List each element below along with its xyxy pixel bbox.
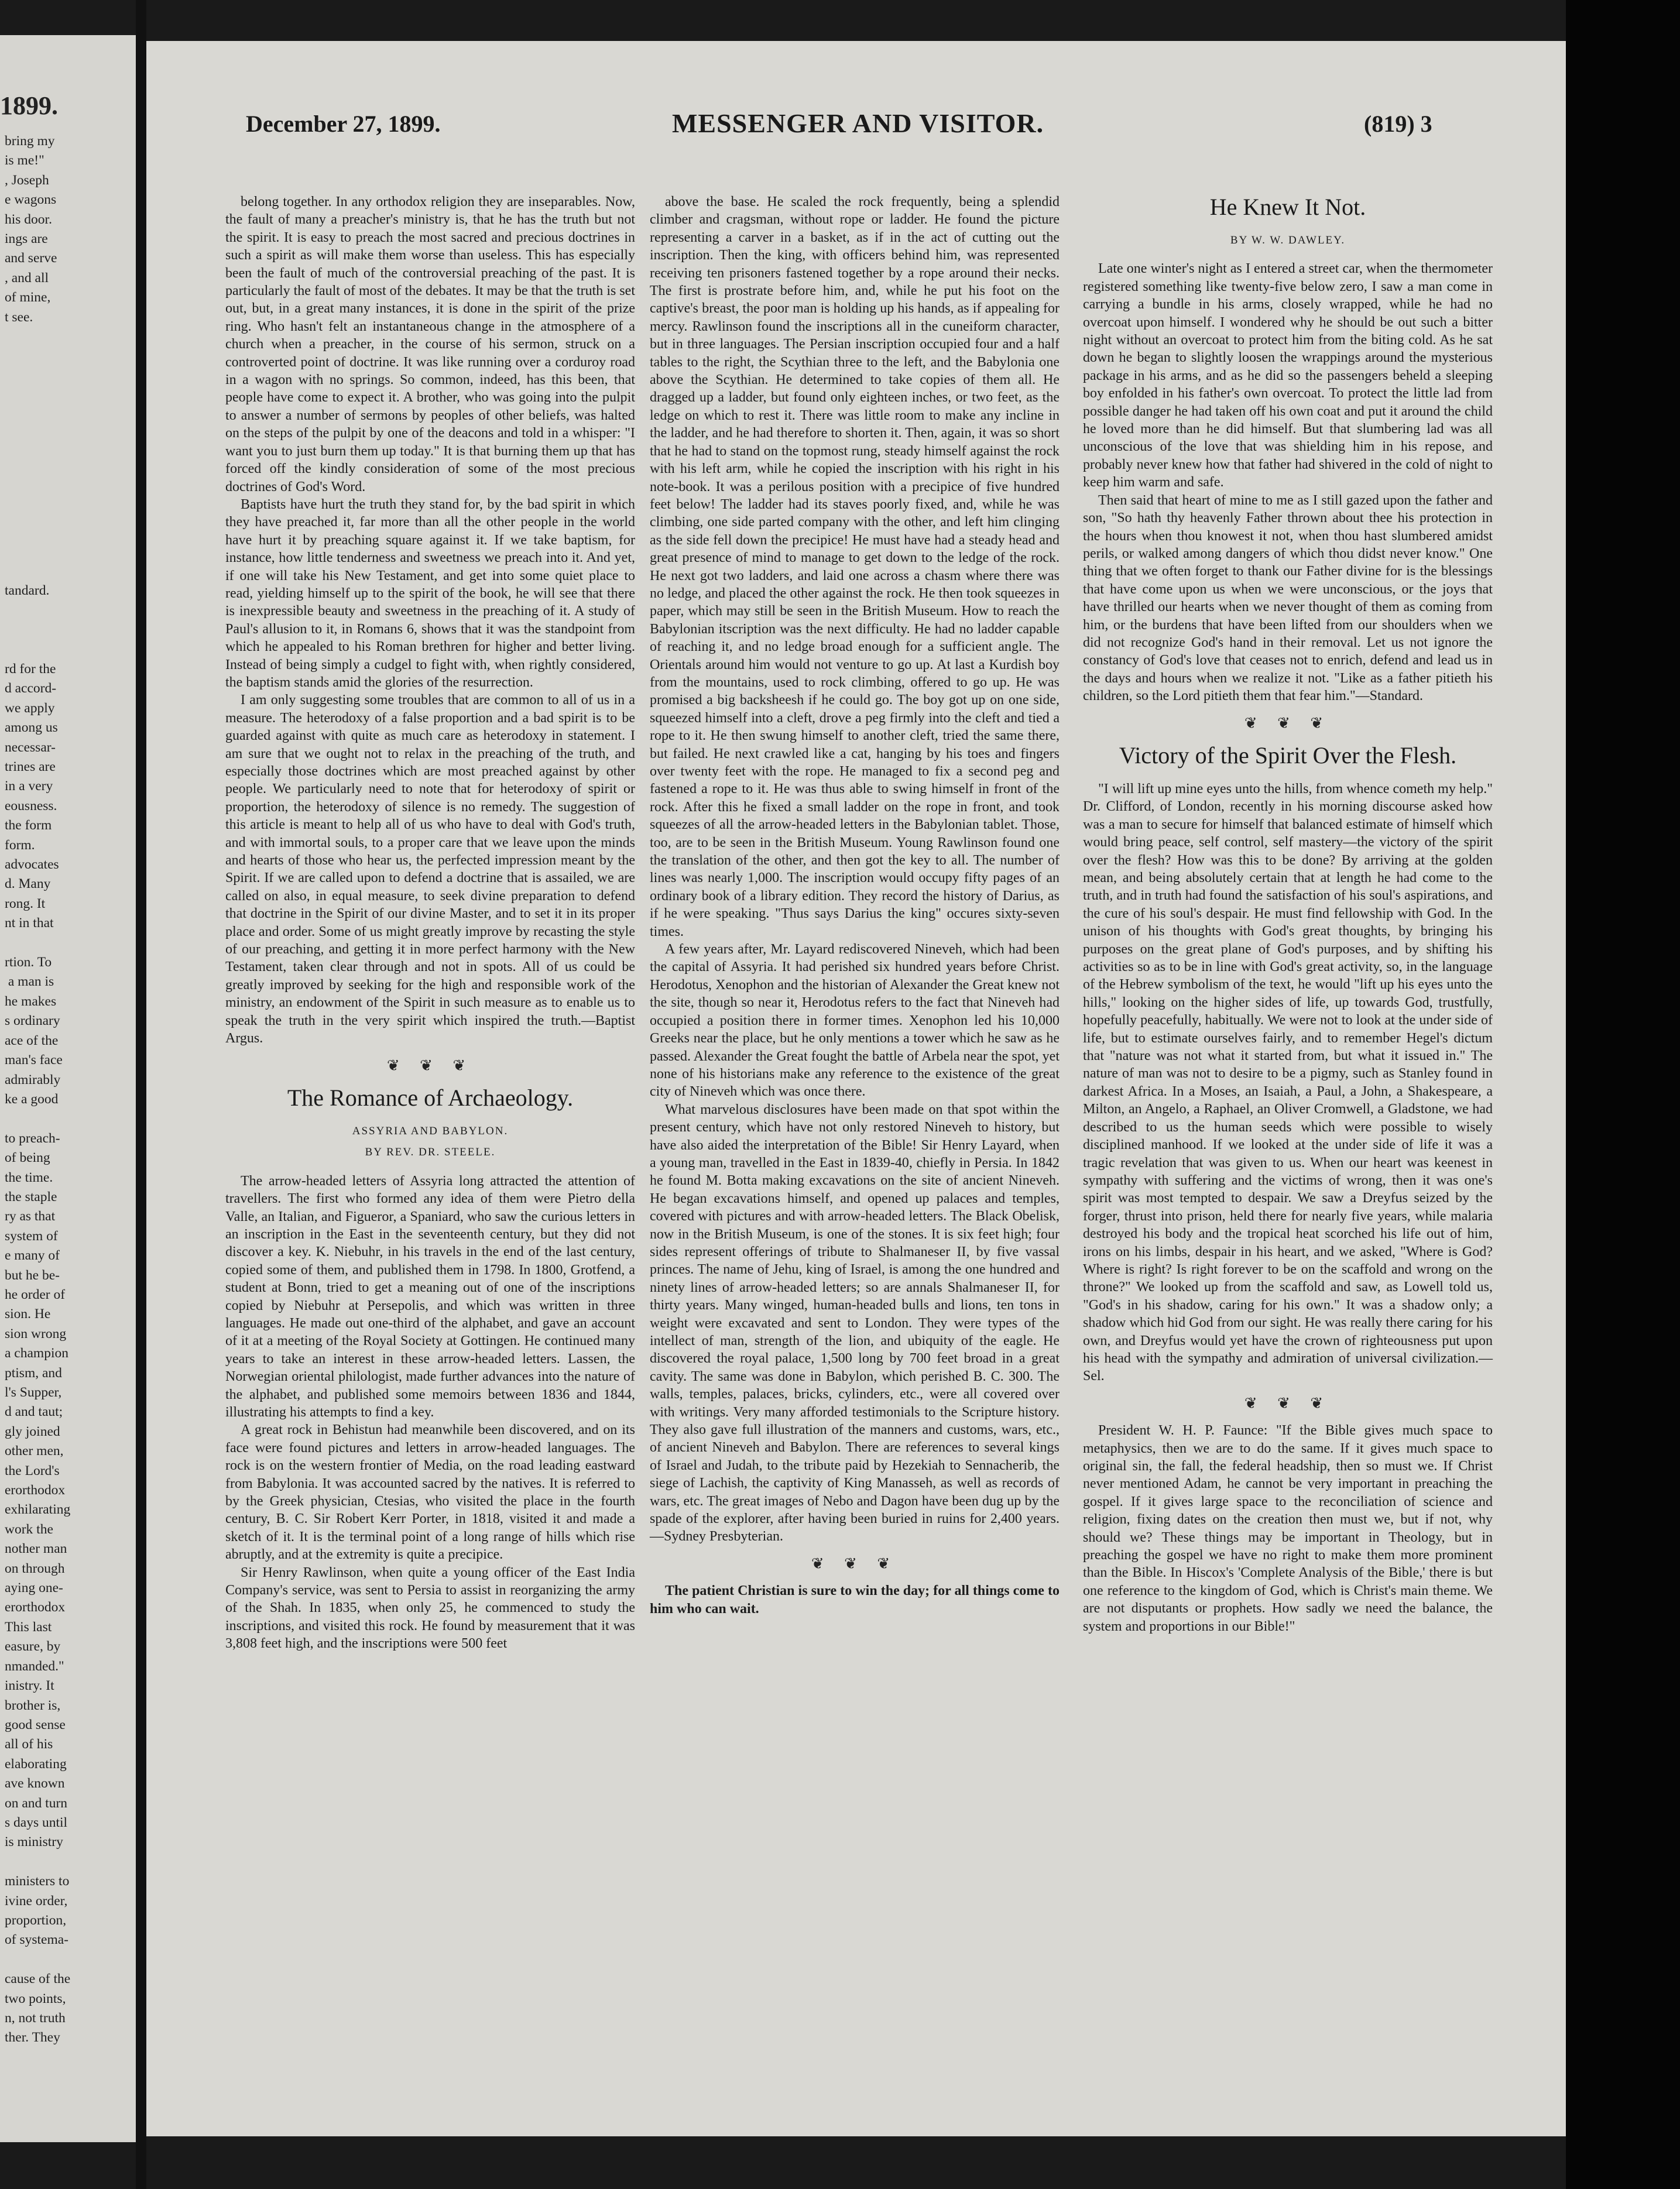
page-gutter xyxy=(136,0,146,2189)
previous-page-line: rtion. To xyxy=(5,955,52,970)
previous-page-line xyxy=(5,406,136,425)
previous-page-line: ministers to xyxy=(5,1874,70,1889)
paragraph: A great rock in Behistun had meanwhile been discovered, and on its face were found pictures and letters in arrow-headed languages. The rock is on the western frontier of Media, on the road leading eastward from Babylonia. It was accounted sacred by the natives. It is referred to by the Greek physician, Ctesias, who visited the place in the fourth century, B. C. Sir Robert Kerr Porter, in 1818, visited it and made a sketch of it. It is the terminal point of a long range of hills which rise abruptly, and at the extremity is quite a precipice. xyxy=(225,1422,635,1563)
article-subtitle: ASSYRIA AND BABYLON. xyxy=(352,1124,509,1137)
previous-page-line: to preach- xyxy=(5,1130,60,1146)
previous-page-line: t see. xyxy=(5,309,33,325)
previous-page-line: he makes xyxy=(5,993,57,1009)
previous-page-line: ptism, and xyxy=(5,1365,62,1381)
closing-note: The patient Christian is sure to win the day; for all things come to him who can wait. xyxy=(650,1583,1060,1617)
previous-page-line: elaborating xyxy=(5,1756,67,1772)
previous-page-line: rd for the xyxy=(5,661,56,677)
section-ornament: ❦ ❦ ❦ xyxy=(386,1056,474,1074)
article-title: He Knew It Not. xyxy=(1209,194,1366,220)
article-romance-of-archaeology xyxy=(225,1084,635,1653)
previous-page-line: his door. xyxy=(5,211,52,227)
previous-page-line xyxy=(5,464,136,483)
previous-page-line: eousness. xyxy=(5,798,57,814)
previous-page-line: tandard. xyxy=(5,583,50,599)
section-ornament: ❦ ❦ ❦ xyxy=(1244,1394,1332,1412)
article-he-knew-it-not xyxy=(1083,193,1493,705)
previous-page-line: s ordinary xyxy=(5,1013,60,1029)
article-title: The Romance of Archaeology. xyxy=(287,1084,574,1111)
previous-page-line: work the xyxy=(5,1521,53,1537)
previous-page-line: This last xyxy=(5,1619,52,1635)
section-ornament: ❦ ❦ ❦ xyxy=(1244,714,1332,732)
previous-page-line xyxy=(5,366,136,386)
previous-page-line: ry as that xyxy=(5,1209,56,1224)
previous-page-line xyxy=(5,346,136,366)
previous-page-line: exhilarating xyxy=(5,1502,71,1518)
previous-page-line: of mine, xyxy=(5,290,51,306)
paragraph: "I will lift up mine eyes unto the hills, from whence cometh my help." Dr. Clifford, of London, recently in his morning discourse asked how was a man to secure for himself that balanced estimate of himself which would bring peace, self control, self mastery—the victory of the spirit over the flesh? How was this to be done? By arriving at the golden mean, and being absolutely certain that at length he had come to the truth, and in truth had found the satisfaction of his soul's aspirations, and the cure of his soul's despair. He must find fellowship with God. In the unison of his thoughts with God's great thoughts, by bringing his purposes on the great plane of God's purposes, and by shifting his activities so as to be in line with God's great activity, so, in the language of the Hebrew symbolism of the text, he would "lift up his eyes unto the hills," looking on the higher sides of life, up towards God, trustfully, hopefully peacefully, habitually. We were not to look at the under side of life, but to estimate ourselves fairly, and to remember Hegel's dictum that "nature was not what it started from, but what it issued in." The nature of man was not to desire to be a pigmy, such as Stanley found in darkest Africa. In a Moses, an Isaiah, a Paul, a John, a Shakespeare, a Milton, an Angelo, a Raphael, an Oliver Cromwell, a Gladstone, we had described to us the human seeds which were possible to wisely disciplined manhood. If we looked at the under side of life it was a tragic revelation that was given to us. When our heart was keenest in sympathy with suffering and the victims of wrong, then it was one's spirit was most tempted to despair. We saw a Dreyfus seized by the forger, thrust into prison, held there for nearly five years, while malaria destroyed his body and the tropical heat scorched his life out of him, irons on his limbs, despair in his heart, and we asked, "Where is God? Where is right? Is right forever to be on the scaffold and wrong on the throne?" We looked up from the scaffold and saw, as Lowell told us, "God's in his shadow, caring for his own." It was a shadow only; a shadow which hid God from our sight. He was really there caring for his own, and Dreyfus would yet have the crown of righteousness put upon his head with the sympathy and admiration of universal civilization.—Sel. xyxy=(1083,781,1493,1384)
previous-page-line xyxy=(5,562,136,581)
previous-page-line: nt in that xyxy=(5,915,54,931)
previous-page-line: l's Supper, xyxy=(5,1385,62,1400)
article-byline: BY W. W. DAWLEY. xyxy=(1230,234,1346,246)
previous-page-line: the Lord's xyxy=(5,1463,60,1478)
previous-page-line: e many of xyxy=(5,1248,60,1264)
previous-page-line: d and taut; xyxy=(5,1404,63,1420)
previous-page-line: sion wrong xyxy=(5,1326,67,1341)
paragraph: A few years after, Mr. Layard rediscovered Nineveh, which had been the capital of Assyria. It had perished six hundred years before Christ. Herodotus, Xenophon and the historian of Alexander the Great knew not the site, though so near it, Herodotus refers to the fact that Nineveh had occupied a position there in former times. Xenophon led his 10,000 Greeks near the place, but he only mentions a tower which he saw as he passed. Alexander the Great fought the battle of Arbela near the spot, yet none of his historians make any reference to the existence of the great city of Nineveh which was once there. xyxy=(650,942,1060,1100)
previous-page-line: sion. He xyxy=(5,1306,51,1322)
column-3 xyxy=(1083,193,1493,1635)
paragraph: belong together. In any orthodox religion they are inseparables. Now, the fault of many a preacher's ministry is, that he has the truth but not the spirit. It is easy to preach the most sacred and precious doctrines in such a spirit as will make them worse than useless. This has especially been the fault of much of the controversial preaching of the past. It is particularly the fault of most of the debates. It may be that the truth is set out, but, in a great many instances, it is done in the spirit of the prize ring. Who hasn't felt an instantaneous change in the atmosphere of a church when a preacher, in the course of his sermon, struck on a controverted point of doctrine. It was like running over a corduroy road in a wagon with no springs. So common, indeed, has this been, that people have come to expect it. A brother, who was going into the pulpit to answer a number of sermons by peoples of other beliefs, was halted on the steps of the pulpit by one of the deacons and told in a whisper: "I want you to just burn them up today." It is that burning them up that has forced off the kindly consideration of some of the most precious doctrines of God's Word. xyxy=(225,194,635,495)
section-ornament: ❦ ❦ ❦ xyxy=(811,1555,899,1572)
previous-page-line xyxy=(5,386,136,405)
page-number: (819) 3 xyxy=(1364,111,1432,137)
previous-page-line: rong. It xyxy=(5,896,46,911)
previous-page-line: gly joined xyxy=(5,1423,60,1439)
previous-page-line: proportion, xyxy=(5,1912,67,1928)
previous-page-line xyxy=(5,1852,136,1872)
previous-page-line: is me!" xyxy=(5,153,44,169)
paragraph: Sir Henry Rawlinson, when quite a young officer of the East India Company's service, was sent to Persia to assist in reorganizing the army of the Shah. In 1835, when only 25, he commenced to study the inscriptions, and visited this rock. He found by measurement that it was 3,808 feet high, and the inscriptions were 500 feet xyxy=(225,1564,635,1652)
paragraph: Baptists have hurt the truth they stand for, by the bad spirit in which they have preached it, far more than all the other people in the world have hurt it by preaching square against it. If we take baptism, for instance, how little tenderness and sweetness we preach into it. And yet, if one will take his New Testament, and get into some quiet place to read, yielding himself up to the spirit of the book, he will see that there is inexpressible beauty and sweetness in the preaching of it. A study of Paul's allusion to it, in Romans 6, shows that it was the standpoint from which he appealed to his Roman brethren for higher and better living. Instead of being simply a cudgel to fight with, when rightly considered, the baptism stands amid the glories of the resurrection. xyxy=(225,496,635,690)
previous-page-line: form. xyxy=(5,837,35,853)
header-date: December 27, 1899. xyxy=(246,111,441,137)
previous-page-line: good sense xyxy=(5,1717,66,1732)
previous-page-line: is ministry xyxy=(5,1834,63,1850)
previous-page-line: e wagons xyxy=(5,192,57,208)
previous-page-line: we apply xyxy=(5,700,55,716)
previous-page-line: brother is, xyxy=(5,1697,61,1713)
previous-page-line: a man is xyxy=(5,974,54,990)
paragraph: above the base. He scaled the rock frequently, being a splendid climber and cragsman, without rope or ladder. He found the picture representing a carver in a basket, as if in the act of cutting out the inscription. Then the king, with officers behind him, was represented receiving ten prisoners fastened together by a rope around their necks. The first is prostrate before him, and, while he put his foot on the captive's breast, the poor man is holding up his hands, as if appealing for mercy. Rawlinson found the inscriptions all in the cuneiform character, but in three languages. The Persian inscription occupied four and a half tables to the right, the Scythian three to the left, and the Babylonia one above the Scythian. He determined to take copies of them all. He dragged up a ladder, but found only eighteen inches, or two feet, as the ledge on which to rest it. There was little room to make any incline in the ladder, and he had therefore to shorten it. Then, again, it was so short that he had to stand on the topmost rung, steady himself against the rock with his left arm, while he copied the inscription with his right in his note-book. It was a perilous position with a precipice of five hundred feet below! The ladder had its staves poorly fixed, and, while he was climbing, one side parted company with the other, and left him clinging as the side fell down the precipice! He must have had a steady head and great presence of mind to manage to get down to the ledge of the rock. He next got two ladders, and laid one across a chasm where there was no ledge, and placed the other against the rock. He then took squeezes in paper, which may still be seen in the British Museum. How to reach the Babylonian itscription was the next difficulty. He had no ladder capable of reaching it, and no ledge broad enough for a sufficient angle. The Orientals around him would not venture to go up. At last a Kurdish boy from the mountains, used to rock climbing, offered to go up. He was promised a big backsheesh if he could go. The boy got up on one side, squeezed himself into a cleft, drove a peg firmly into the cleft and tied a rope to it. He then swung himself to another cleft, tried the same there, but failed. He next crawled like a cat, hanging by his toes and fingers over twenty feet with the rope. He managed to fix a second peg and fastened a rope to it. He was thus able to swing himself in front of the rock. After this he fixed a small ladder on the rope in front, and took squeezes of all the arrow-headed letters in the Babylonian tablet. Those, too, are to be seen in the British Museum. Young Rawlinson found one the translation of the other, and then got the key to all. The number of lines was nearly 1,000. The inscription would occupy fifty pages of an ordinary book of a library edition. They record the history of Darius, as if he were speaking. "Thus says Darius the king" occures sixty-seven times. xyxy=(650,194,1060,939)
previous-page-text xyxy=(5,132,136,2048)
paragraph: What marvelous disclosures have been made on that spot within the present century, which have not only restored Nineveh to history, but have also aided the interpretation of the Bible! Sir Henry Layard, when a young man, travelled in the East in 1839-40, chiefly in Persia. In 1842 he found M. Botta making excavations on the site of ancient Nineveh. He began excavations himself, and opened up palaces and temples, covered with pictures and with arrow-headed letters. The Black Obelisk, now in the British Museum, is one of the stones. It is six feet high; four sides represent offerings of tribute to Shalmaneser II, by five vassal princes. The name of Jehu, king of Israel, is among the one hundred and ninety lines of arrow-headed letters; so are annals Shalmaneser II, for thirty years. Many winged, human-headed bulls and lions, ten tons in weight were excavated and sent to London. They were types of the intellect of man, strength of the lion, and ubiquity of the eagle. He discovered the royal palace, 1,500 long by 700 feet broad in a great cavity. The same was done in Babylon, which perished B. C. 300. The walls, temples, palaces, bricks, cylinders, etc., were all covered over with writings. Very many afforded testimonials to the Scripture history. They also gave full illustration of the manners and customs, wars, etc., of ancient Nineveh and Babylon. There are references to several kings of Israel and Judah, to the tribute paid by Hezekiah to Sennacherib, the siege of Lachish, the captivity of King Manasseh, as well as records of wars, etc. The great images of Nebo and Dagon have been dug up by the spade of the explorer, after having been buried in ruins for 2,400 years.—Sydney Presbyterian. xyxy=(650,1102,1060,1545)
previous-page-line: nmanded." xyxy=(5,1658,64,1674)
previous-page-line: the form xyxy=(5,818,52,833)
previous-page-line: all of his xyxy=(5,1737,53,1752)
previous-page-line xyxy=(5,425,136,444)
previous-page-line: man's face xyxy=(5,1052,63,1068)
previous-page-line: of systema- xyxy=(5,1932,68,1948)
previous-page-line: cause of the xyxy=(5,1971,71,1987)
previous-page-line: ke a good xyxy=(5,1091,59,1107)
previous-page-line xyxy=(5,934,136,953)
previous-page-line xyxy=(5,523,136,542)
column-1 xyxy=(225,193,635,1653)
previous-page-line xyxy=(5,1109,136,1128)
previous-page-date: 1899. xyxy=(0,91,58,120)
article-victory-of-the-spirit xyxy=(1083,742,1493,1385)
previous-page-line: ivine order, xyxy=(5,1893,68,1909)
paragraph: The arrow-headed letters of Assyria long attracted the attention of travellers. The first who formed any idea of them were Pietro della Valle, an Italian, and Figueror, a Spaniard, who saw the curious letters in an inscription in the East in the seventeenth century, but they did not discover a key. K. Niebuhr, in his travels in the end of the last century, copied some of them, and published them in 1798. In 1800, Grotfend, a student at Bonn, tried to get a meaning out of one of the inscriptions copied by Niebuhr at Persepolis, and which was written in three languages. He made out one-third of the alphabet, and gave an account of it at a meeting of the Royal Society at Gottingen. He continued many years to take an interest in these arrow-headed letters. Lassen, the Norwegian oriental philologist, made further advances into the nature of the alphabet, and published some memoirs between 1836 and 1844, illustrating his attempts to find a key. xyxy=(225,1173,635,1420)
previous-page-line: admirably xyxy=(5,1072,61,1087)
previous-page-line: in a very xyxy=(5,778,53,794)
previous-page-line: s days until xyxy=(5,1814,68,1830)
previous-page-line: easure, by xyxy=(5,1639,61,1655)
previous-page-line xyxy=(5,327,136,346)
previous-page-line: other men, xyxy=(5,1443,64,1459)
previous-page-line: d accord- xyxy=(5,681,57,696)
previous-page-line xyxy=(5,1950,136,1970)
previous-page-line: ace of the xyxy=(5,1032,59,1048)
scan-border xyxy=(1566,0,1680,2189)
previous-page-line: two points, xyxy=(5,1991,66,2006)
previous-page-line xyxy=(5,640,136,660)
previous-page-line: on and turn xyxy=(5,1795,68,1811)
previous-page-line: ave known xyxy=(5,1776,65,1792)
previous-page-line xyxy=(5,503,136,523)
previous-page-line: on through xyxy=(5,1560,65,1576)
previous-page-line xyxy=(5,601,136,620)
previous-page-line xyxy=(5,445,136,464)
previous-page-strip xyxy=(0,35,136,2142)
paragraph: Then said that heart of mine to me as I still gazed upon the father and son, "So hath thy heavenly Father thrown about thee his protection in the hours when thou knowest it not, when thou hast slumbered amidst perils, or walked among dangers of which thou didst never know." One thing that we often forget to thank our Father divine for is the blessings that have come upon us when we were unconscious, or the joys that have thrilled our hearts when we never thought of them as coming from him, or the burdens that have been lifted from our shoulders when we did not recognize God's hand in their removal. Let us not ignore the constancy of God's love that ceases not to enrich, defend and lead us in the days and hours when we realize it not. "Like as a father pitieth his children, so the Lord pitieth them that fear him."—Standard. xyxy=(1083,492,1493,704)
previous-page-line: erorthodox xyxy=(5,1600,66,1615)
paragraph: I am only suggesting some troubles that are common to all of us in a measure. The heterodoxy of a false proportion and a bad spirit is to be guarded against with quite as much care as heterodoxy in statement. I am sure that we ought not to relax in the preaching of the truth, and especially those doctrines which are most preached against by other people. We particularly need to note that for heterodoxy of spirit or proportion, the heterodoxy of silence is no remedy. The suggestion of this article is meant to help all of us who have to deal with God's truth, and with immortal souls, to a proper care that we leave upon the minds and hearts of those who hear us, the perfected impression meant by the Spirit. If we are called upon to defend a doctrine that is assailed, we are called on also, in equal measure, to seek divine preparation to defend that doctrine in the Spirit of our divine Master, and to set it in its proper place and order. Some of us might greatly improve by recasting the style of our preaching, and getting it in more perfect harmony with the New Testament, taken clear through and not in spots. All of us could be greatly improved by seeking for the high and responsible work of the ministry, an endowment of the Spirit in such measure as to enable us to speak the truth in the very spirit which inspired the truth.—Baptist Argus. xyxy=(225,692,635,1047)
previous-page-line: but he be- xyxy=(5,1267,60,1283)
masthead-title: MESSENGER AND VISITOR. xyxy=(672,108,1044,138)
page-header xyxy=(146,105,1566,146)
column-2 xyxy=(650,193,1060,1618)
previous-page-line: and serve xyxy=(5,251,57,266)
article-byline: BY REV. DR. STEELE. xyxy=(365,1146,496,1159)
previous-page-line: the time. xyxy=(5,1169,53,1185)
previous-page-line: inistry. It xyxy=(5,1678,54,1694)
previous-page-line: necessar- xyxy=(5,739,56,755)
newspaper-page xyxy=(146,41,1566,2136)
closing-quote: President W. H. P. Faunce: "If the Bible gives much space to metaphysics, then we are to do the same. If it gives much space to original sin, the fall, the federal headship, then so must we. If Christ never mentioned Adam, he cannot be very important in preaching the gospel. If it gives large space to the reconciliation of science and religion, fixing dates on the creation then must we, but if not, why should we? These things may be important in Theology, but in preaching the gospel we have no right to make them more prominent than the Bible. In Hiscox's 'Complete Analysis of the Bible,' there is but one reference to the kingdom of God, which is Christ's main theme. We are not disputants or prophets. How sadly we need the balance, the system and proportions in our Bible!" xyxy=(1083,1423,1493,1634)
previous-page-line: d. Many xyxy=(5,876,51,892)
previous-page-line: of being xyxy=(5,1150,50,1166)
paragraph: Late one winter's night as I entered a street car, when the thermometer registered something like twenty-five below zero, I saw a man come in carrying a bundle in his arms, closely wrapped, while he had no overcoat upon himself. I wondered why he should be out such a bitter night without an overcoat to protect him from the biting cold. As he sat down he began to slightly loosen the wrappings around the mysterious package in his arms, and as he did so the passengers beheld a sleeping boy enfolded in his father's own overcoat. To protect the little lad from possible danger he had taken off his own coat and put it around the child he loved more than he did himself. But that slumbering lad was all unconscious of the love that was shielding him in his repose, and probably never knew how that father had shivered in the cold of night to keep him warm and safe. xyxy=(1083,261,1493,490)
previous-page-line: ings are xyxy=(5,231,48,247)
previous-page-line: n, not truth xyxy=(5,2010,66,2026)
previous-page-line xyxy=(5,483,136,503)
previous-page-line: a champion xyxy=(5,1346,68,1361)
article-title: Victory of the Spirit Over the Flesh. xyxy=(1119,742,1457,768)
article-continued xyxy=(225,193,635,1048)
previous-page-line: trines are xyxy=(5,759,56,774)
previous-page-line xyxy=(5,620,136,640)
previous-page-line: , Joseph xyxy=(5,172,49,188)
previous-page-line: among us xyxy=(5,720,58,736)
previous-page-line: he order of xyxy=(5,1286,66,1302)
previous-page-line: advocates xyxy=(5,857,59,873)
previous-page-line: system of xyxy=(5,1228,58,1244)
previous-page-line: bring my xyxy=(5,133,55,149)
previous-page-line: the staple xyxy=(5,1189,57,1205)
previous-page-line: nother man xyxy=(5,1541,67,1557)
previous-page-line xyxy=(5,543,136,562)
previous-page-line: erorthodox xyxy=(5,1483,66,1498)
previous-page-line: , and all xyxy=(5,270,49,286)
previous-page-line: ther. They xyxy=(5,2030,60,2046)
previous-page-line: aying one- xyxy=(5,1580,63,1596)
